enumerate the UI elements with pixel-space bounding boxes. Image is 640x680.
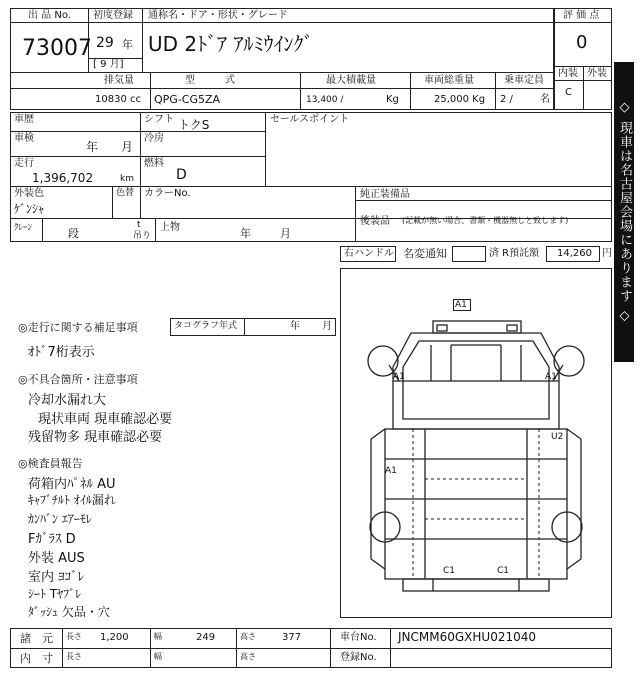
score-label: 評 価 点 bbox=[563, 10, 600, 21]
capacity-label: 乗車定員 bbox=[504, 75, 544, 86]
inner-width-label: 幅 bbox=[154, 652, 162, 661]
dims-label: 諸 元 bbox=[20, 632, 53, 645]
gross-weight: 25,000 Kg bbox=[434, 94, 486, 105]
inspection-month: 月 bbox=[121, 140, 134, 154]
first-reg-year: 29 bbox=[96, 35, 114, 51]
inner-length-label: 長さ bbox=[66, 652, 82, 661]
mark-left-box: A1 bbox=[385, 466, 397, 476]
crane-hoist: 吊り bbox=[133, 231, 152, 241]
color: ｹﾞﾝｼｬ bbox=[14, 202, 45, 216]
mileage-unit: km bbox=[120, 174, 134, 184]
car-name-label: 通称名・ドア・形状・グレード bbox=[148, 10, 288, 21]
width-label: 幅 bbox=[154, 632, 162, 641]
name-change-label: 名変通知 bbox=[403, 247, 447, 260]
truck-outline bbox=[341, 269, 611, 617]
exterior-label: 外装 bbox=[587, 68, 607, 79]
aftermarket-label: 後装品 bbox=[360, 216, 390, 227]
max-load-unit: Kg bbox=[386, 94, 399, 105]
shift-label: シフト bbox=[144, 114, 174, 125]
ac-label: 冷房 bbox=[144, 133, 164, 144]
inspector-heading: ◎検査員報告 bbox=[18, 457, 83, 470]
inspector-item: 荷箱内ﾊﾟﾈﾙ AU bbox=[28, 477, 116, 492]
crane-ton: t bbox=[137, 220, 141, 230]
capacity-unit: 名 bbox=[540, 94, 550, 105]
inspector-item: ﾀﾞｯｼｭ 欠品・穴 bbox=[28, 605, 110, 619]
crane-label: ｸﾚｰﾝ bbox=[14, 223, 33, 233]
gross-weight-label: 車両総重量 bbox=[424, 75, 474, 86]
mark-rear-right: C1 bbox=[497, 566, 510, 576]
lot-number: 73007 bbox=[22, 36, 92, 61]
height: 377 bbox=[282, 632, 302, 643]
first-reg-year-unit: 年 bbox=[122, 38, 133, 51]
tacho-year: 年 bbox=[290, 321, 300, 332]
shift: トクS bbox=[178, 118, 210, 132]
displacement: 10830 cc bbox=[95, 94, 141, 105]
length-label: 長さ bbox=[66, 632, 82, 641]
inner-height-label: 高さ bbox=[240, 652, 256, 661]
mark-left-cab: A1 bbox=[393, 372, 405, 382]
capacity: 2 / bbox=[500, 94, 513, 105]
crane-stage: 段 bbox=[68, 227, 79, 240]
mark-right-cab: A1 bbox=[545, 372, 557, 382]
lot-label: 出 品 No. bbox=[28, 10, 71, 21]
reg-label: 登録No. bbox=[340, 652, 377, 663]
genuine-equip-label: 純正装備品 bbox=[360, 189, 410, 200]
recycle-unit: 円 bbox=[602, 248, 612, 259]
vin-label: 車台No. bbox=[340, 632, 377, 643]
aftermarket-note: (記載が無い場合、書類・機器無しと致します) bbox=[402, 216, 569, 225]
defect-item: 残留物多 現車確認必要 bbox=[28, 430, 163, 445]
fuel: D bbox=[176, 167, 187, 183]
interior-label: 内装 bbox=[558, 68, 578, 79]
height-label: 高さ bbox=[240, 632, 256, 641]
interior-grade: C bbox=[565, 87, 572, 98]
color-change-label: 色替 bbox=[116, 188, 135, 198]
length: 1,200 bbox=[100, 632, 129, 643]
mileage-section-heading: ◎走行に関する補足事項 bbox=[18, 321, 138, 334]
inspector-item: Fｶﾞﾗｽ D bbox=[28, 532, 76, 547]
tacho-month: 月 bbox=[322, 321, 332, 332]
first-reg-month: [ 9 月] bbox=[93, 59, 124, 70]
mark-right-box: U2 bbox=[551, 432, 564, 442]
inspector-item: ｷｬﾌﾞﾁﾙﾄ ｵｲﾙ漏れ bbox=[28, 493, 116, 507]
body-year: 年 bbox=[240, 227, 251, 240]
damage-diagram bbox=[340, 268, 612, 618]
inner-dims-label: 内 寸 bbox=[20, 652, 53, 665]
max-load-label: 最大積載量 bbox=[326, 75, 376, 86]
first-reg-label: 初度登録 bbox=[93, 10, 133, 21]
score-value: 0 bbox=[576, 32, 588, 53]
defect-item: 冷却水漏れ大 bbox=[28, 393, 107, 408]
inspection-year: 年 bbox=[86, 140, 99, 154]
rhd-flag: 右ハンドル bbox=[344, 248, 394, 259]
mark-rear-left: C1 bbox=[443, 566, 456, 576]
model: QPG-CG5ZA bbox=[154, 93, 221, 106]
color-label: 外装色 bbox=[14, 188, 44, 199]
inspector-item: 外装 AUS bbox=[28, 551, 85, 566]
width: 249 bbox=[196, 632, 216, 643]
defect-item: 現状車両 現車確認必要 bbox=[38, 412, 173, 427]
body-month: 月 bbox=[280, 227, 291, 240]
recycle-amount: 14,260 bbox=[557, 248, 592, 259]
car-name: UD 2ﾄﾞｱ ｱﾙﾐｳｲﾝｸﾞ bbox=[148, 32, 314, 56]
body-label: 上物 bbox=[160, 222, 180, 233]
defects-heading: ◎不具合箇所・注意事項 bbox=[18, 373, 138, 386]
recycle-label: 済 R預託額 bbox=[489, 248, 540, 259]
max-load: 13,400 / bbox=[306, 95, 344, 105]
tachograph-label: タコグラフ年式 bbox=[174, 321, 238, 331]
history-label: 車歴 bbox=[14, 114, 34, 125]
inspector-item: 室内 ﾖｺﾞﾚ bbox=[28, 570, 85, 585]
mileage-note: ｵﾄﾞ7桁表示 bbox=[28, 345, 95, 360]
mileage-label: 走行 bbox=[14, 158, 34, 169]
sales-point-label: セールスポイント bbox=[270, 114, 350, 125]
fuel-label: 燃料 bbox=[144, 158, 164, 169]
inspector-item: ｼｰﾄ Tﾔﾌﾞﾚ bbox=[28, 587, 82, 601]
displacement-label: 排気量 bbox=[104, 75, 134, 86]
inspector-item: ｶﾝﾊﾞﾝ ｴｱｰﾓﾚ bbox=[28, 512, 92, 526]
mileage: 1,396,702 bbox=[32, 171, 94, 185]
mark-top: A1 bbox=[455, 300, 467, 310]
model-label: 型 式 bbox=[185, 75, 235, 86]
vin: JNCMM60GXHU021040 bbox=[398, 630, 537, 644]
color-no-label: カラーNo. bbox=[144, 188, 191, 199]
inspection-label: 車検 bbox=[14, 133, 34, 144]
location-banner: ◇ 現車は名古屋会場にあります ◇ bbox=[614, 62, 634, 362]
